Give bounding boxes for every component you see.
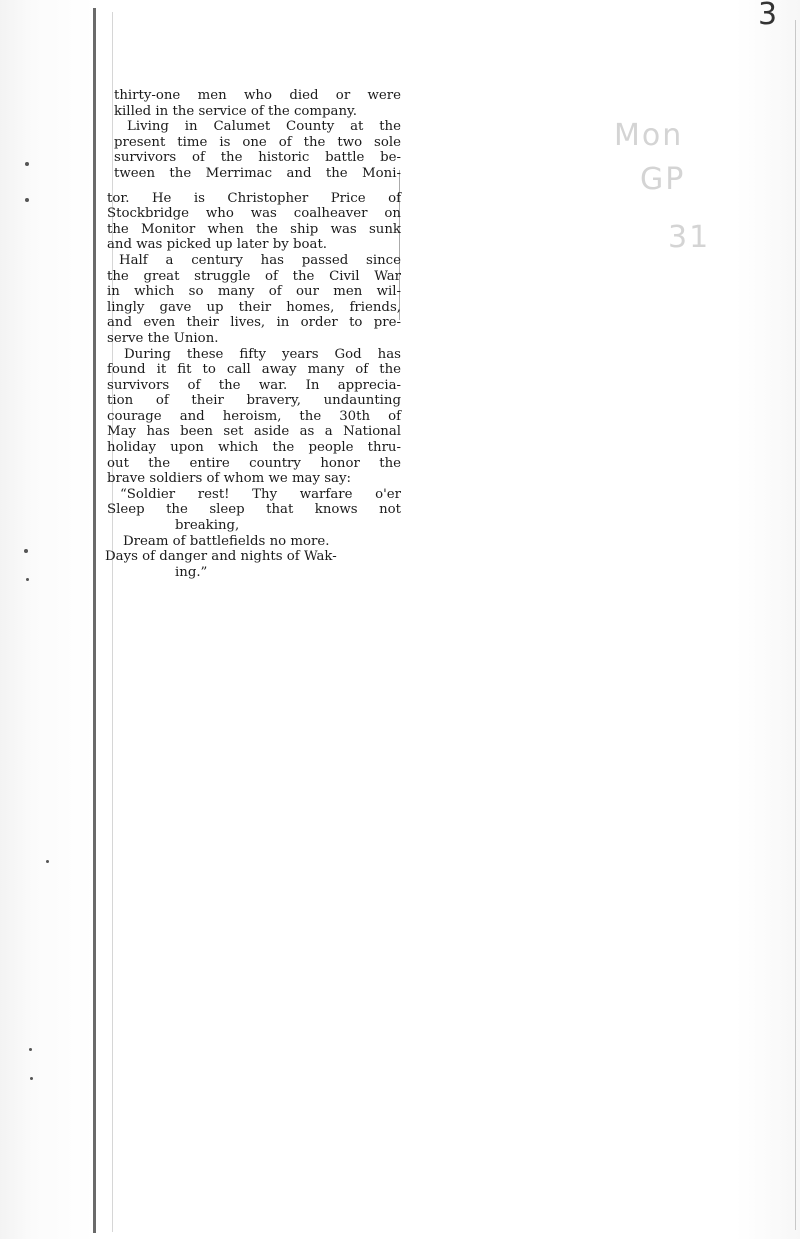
article-line: survivors of the historic battle be- [114, 150, 401, 166]
article-line: the great struggle of the Civil War [107, 268, 401, 284]
margin-speck [26, 578, 29, 581]
bleed-through-mark-2: GP [640, 162, 686, 197]
article-line: in which so many of our men wil- [107, 284, 401, 300]
article-line: tween the Merrimac and the Moni- [114, 165, 401, 181]
article-line: found it fit to call away many of the [107, 362, 401, 378]
article-line: May has been set aside as a National [107, 424, 401, 440]
poem-line: breaking, [175, 518, 240, 534]
article-line: the Monitor when the ship was sunk [107, 221, 401, 237]
page-right-edge [795, 20, 796, 1230]
poem-line: Days of danger and nights of Wak- [105, 549, 337, 565]
article-line: tion of their bravery, undaunting [107, 393, 401, 409]
margin-speck [24, 549, 28, 553]
article-column [105, 88, 401, 580]
margin-speck [25, 162, 29, 166]
article-line: Stockbridge who was coalheaver on [107, 206, 401, 222]
article-line: serve the Union. [107, 330, 219, 346]
article-line: brave soldiers of whom we may say: [107, 471, 351, 487]
margin-speck [25, 198, 29, 202]
bleed-through-mark-3: 31 [668, 220, 711, 255]
article-line: and was picked up later by boat. [107, 237, 328, 253]
article-line: out the entire country honor the [107, 455, 401, 471]
article-line: Half a century has passed since [119, 252, 401, 268]
poem-line: ing.” [175, 564, 208, 580]
article-line: tor. He is Christopher Price of [107, 190, 401, 206]
margin-speck [30, 1077, 33, 1080]
poem-line: “Soldier rest! Thy warfare o'er [120, 486, 401, 502]
article-line: present time is one of the two sole [114, 134, 401, 150]
article-line: killed in the service of the company. [114, 103, 358, 119]
article-line: During these fifty years God has [124, 346, 401, 362]
article-line: and even their lives, in order to pre- [107, 315, 401, 331]
page-number-mark: 3 [758, 0, 778, 32]
line-gap [105, 182, 401, 191]
poem-line: Dream of battlefields no more. [123, 533, 330, 549]
article-line: survivors of the war. In apprecia- [107, 377, 401, 393]
poem-line: Sleep the sleep that knows not [107, 502, 401, 518]
bleed-through-mark-1: Mon [614, 118, 684, 153]
article-line: thirty-one men who died or were [114, 88, 401, 103]
page-binding-edge [93, 8, 96, 1233]
margin-speck [46, 860, 49, 863]
article-line: Living in Calumet County at the [127, 119, 401, 135]
margin-speck [29, 1048, 32, 1051]
article-line: courage and heroism, the 30th of [107, 408, 401, 424]
article-line: lingly gave up their homes, friends, [107, 299, 401, 315]
article-line: holiday upon which the people thru- [107, 440, 401, 456]
